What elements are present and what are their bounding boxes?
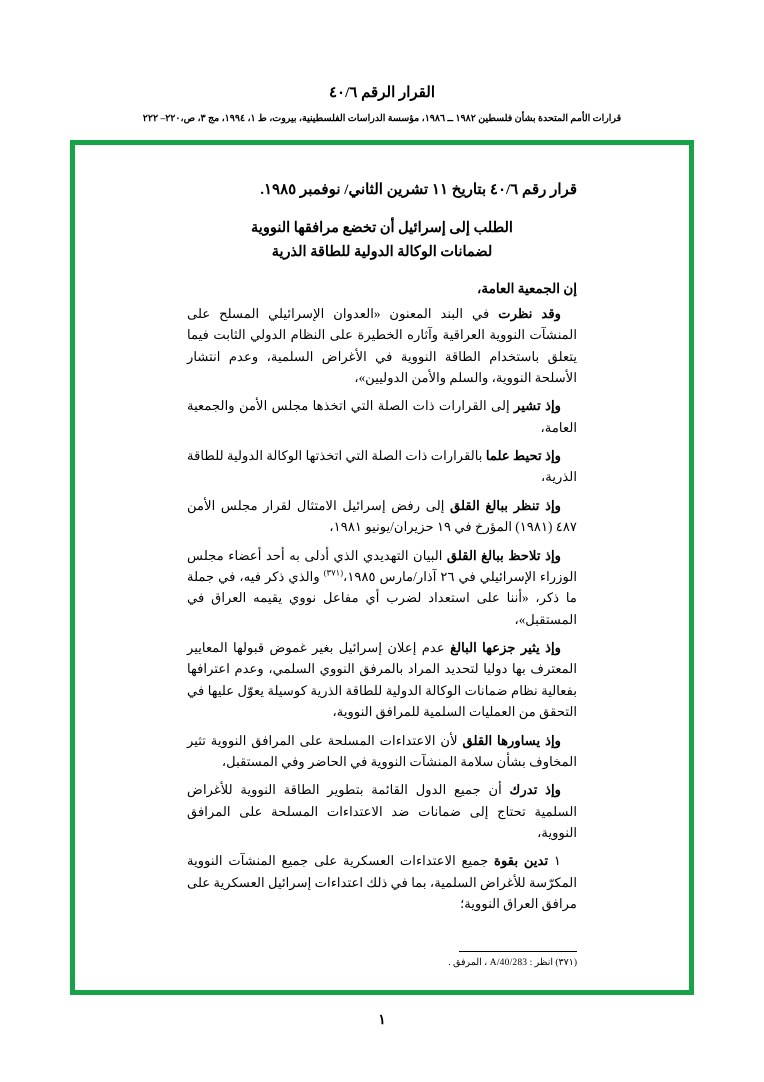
paragraph-bold-prefix: وإذ يثير جزعها البالغ <box>450 640 561 656</box>
paragraph-text: في البند المعنون «العدوان الإسرائيلي المسلح على المنشآت النووية العراقية وآثاره الخطيرة على النظام الدولي الثابت فيما يتعلق باستخدام الطاقة النووية في الأغراض السلمية، وعدم انتشار الأسلحة النووية، والسلم والأمن الدوليين»، <box>187 305 577 385</box>
preamble-paragraph-2 <box>187 395 577 438</box>
paragraph-bold-prefix: وإذ تنظر ببالغ القلق <box>450 497 562 513</box>
green-frame <box>70 140 694 995</box>
preamble-paragraph-7 <box>187 730 577 773</box>
footnote-area <box>187 951 577 968</box>
item-number: ١ <box>553 853 561 869</box>
operative-paragraph-1 <box>187 850 577 914</box>
footnote-text: (٣٧١) انظر : A/40/283 ، المرفق . <box>448 958 577 968</box>
paragraph-text: إلى القرارات ذات الصلة التي اتخذها مجلس الأمن والجمعية العامة، <box>187 398 577 435</box>
paragraph-bold-prefix: وقد نظرت <box>498 305 562 321</box>
resolution-heading-line-2: لضمانات الوكالة الدولية للطاقة الذرية <box>271 244 493 261</box>
paragraph-bold-prefix: وإذ يساورها القلق <box>462 732 561 748</box>
preamble-paragraph-5 <box>187 545 577 631</box>
paragraph-text: أن جميع الدول القائمة بتطوير الطاقة النووية للأغراض السلمية تحتاج إلى ضمانات ضد الاعتداءات المسلحة على المرافق النووية، <box>187 782 577 841</box>
paragraph-bold-prefix: وإذ تشير <box>514 398 561 414</box>
paragraph-bold-prefix: وإذ تحيط علما <box>485 448 561 464</box>
preamble-lead: إن الجمعية العامة، <box>477 280 577 296</box>
preamble-paragraph-1 <box>187 303 577 389</box>
preamble-paragraph-3 <box>187 445 577 488</box>
paragraph-text: بالقرارات ذات الصلة التي اتخذتها الوكالة الدولية للطاقة الذرية، <box>187 448 577 485</box>
paragraph-bold-prefix: وإذ تدرك <box>509 782 561 798</box>
frame-content <box>75 145 689 990</box>
paragraph-text: عدم إعلان إسرائيل بغير غموض قبولها المعايير المعترف بها دوليا لتحديد المراد بالمرفق النووي السلمي، وعدم اعترافها بفعالية نظام ضمانات الوكالة الدولية للطاقة الذرية كوسيلة يعوّل عليها في التحقق من العمليات السلمية للمرافق النووية، <box>187 640 577 720</box>
paragraph-bold-prefix: تدين بقوة <box>494 853 549 869</box>
paragraph-text: جميع الاعتداءات العسكرية على جميع المنشآت النووية المكرّسة للأغراض السلمية، بما في ذلك اعتداءات إسرائيل العسكرية على مرافق العراق النووية؛ <box>187 853 577 912</box>
paragraph-text-continued: والذي ذكر فيه، في جملة ما ذكر، «أننا على استعداد لضرب أي مفاعل نووي يقيمه العراق في المستقبل»، <box>187 568 577 627</box>
paragraph-text: البيان التهديدي الذي أدلى به أحد أعضاء مجلس الوزراء الإسرائيلي في ٢٦ آذار/مارس ١٩٨٥، <box>187 547 578 584</box>
footnote-divider <box>459 951 577 952</box>
source-citation: قرارات الأمم المتحدة بشأن فلسطين ١٩٨٢ ــ ١٩٨٦، مؤسسة الدراسات الفلسطينية، بيروت، ط ١، ١٩٩٤، مج ٣، ص،٢٢٠– ٢٢٢ <box>142 113 622 124</box>
resolution-heading-line-1: الطلب إلى إسرائيل أن تخضع مرافقها النووية <box>251 219 513 236</box>
paragraph-bold-prefix: وإذ تلاحظ ببالغ القلق <box>446 547 561 563</box>
preamble-paragraph-6 <box>187 637 577 723</box>
document-header <box>0 0 764 126</box>
paragraph-text: لأن الاعتداءات المسلحة على المرافق النووية تثير المخاوف بشأن سلامة المنشآت النووية في الحاضر وفي المستقبل، <box>187 732 577 769</box>
page-title: القرار الرقم ٤٠/٦ <box>328 85 436 101</box>
preamble-paragraph-8 <box>187 779 577 843</box>
preamble-paragraph-4 <box>187 495 577 538</box>
page-number: ١ <box>378 1013 386 1028</box>
resolution-reference: قرار رقم ٤٠/٦ بتاريخ ١١ تشرين الثاني/ نوفمبر ١٩٨٥. <box>260 182 577 198</box>
footnote-marker: (٣٧١) <box>323 567 344 578</box>
paragraph-text: إلى رفض إسرائيل الامتثال لقرار مجلس الأمن ٤٨٧ (١٩٨١) المؤرخ في ١٩ حزيران/يونيو ١٩٨١، <box>187 497 577 535</box>
